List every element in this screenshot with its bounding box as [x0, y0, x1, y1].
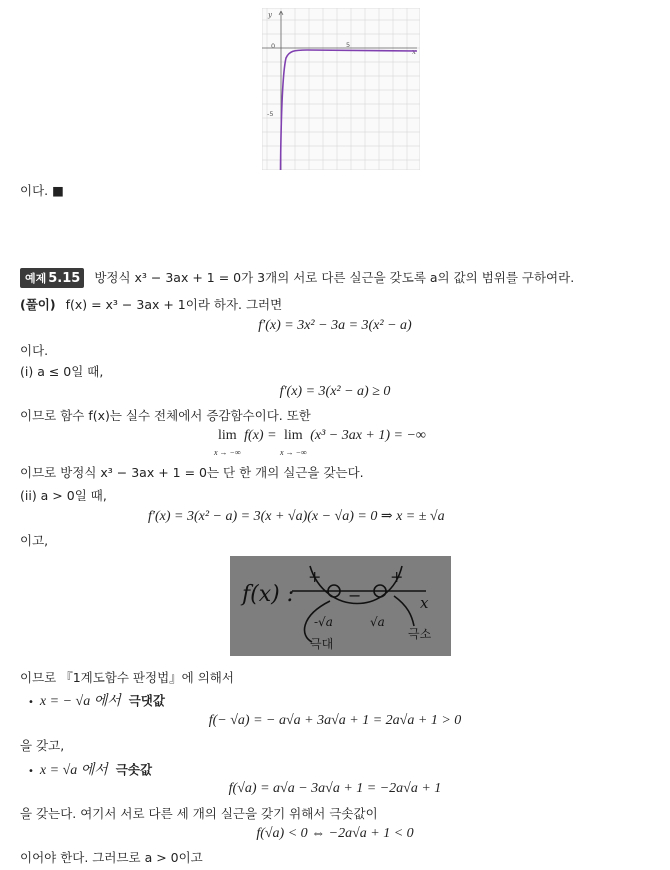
bullet-min-pre: x = √a 에서 — [39, 763, 108, 778]
photo-min-label: 극소 — [408, 627, 432, 641]
equation-case2: f′(x) = 3(x² − a) = 3(x + √a)(x − √a) = 0 ⇒ x = ± √a — [148, 509, 445, 524]
example-badge: 예제 5.15 — [20, 268, 84, 288]
limit-rhs: (x³ − 3ax + 1) = −∞ — [310, 428, 426, 443]
x-axis-label: x — [412, 48, 416, 56]
tick-zero: 0 — [271, 42, 276, 50]
text-igo: 이고, — [20, 533, 49, 548]
bullet-max-bold: 극댓값 — [128, 693, 165, 708]
text-ida: 이다. — [20, 343, 49, 358]
photo-fx: f(x) : — [242, 582, 295, 607]
limit-mid: f(x) = — [244, 428, 277, 443]
limit-lhs-symbol: lim — [217, 428, 237, 443]
text-eul-gatgo: 을 갖고, — [20, 738, 65, 753]
bullet-max-pre: x = − √a 에서 — [39, 694, 121, 709]
limit-rhs-sub: x → −∞ — [280, 448, 307, 457]
solution-label: (풀이) — [20, 297, 56, 312]
solution-intro: f(x) = x³ − 3ax + 1이라 하자. 그러면 — [65, 297, 283, 312]
bullet-min-bold: 극솟값 — [115, 762, 153, 777]
equation-derivative: f′(x) = 3x² − 3a = 3(x² − a) — [258, 318, 412, 333]
limit-rhs-symbol: lim — [284, 428, 303, 443]
limit-equation — [214, 428, 426, 460]
example-problem: 방정식 x³ − 3ax + 1 = 0가 3개의 서로 다른 실근을 갖도록 a의 값의 범위를 구하여라. — [94, 270, 575, 285]
equation-max-value: f(− √a) = − a√a + 3a√a + 1 = 2a√a + 1 > 0 — [208, 713, 462, 728]
limit-lhs-sub: x → −∞ — [214, 448, 241, 457]
function-graph — [262, 8, 420, 170]
photo-plus-left: + — [308, 567, 322, 586]
y-axis-label: y — [268, 11, 272, 19]
equation-min-value: f(√a) = a√a − 3a√a + 1 = −2a√a + 1 — [228, 781, 442, 796]
handwritten-sign-chart — [230, 556, 451, 656]
example-heading — [20, 268, 574, 288]
bullet-max: • x = − √a 에서 극댓값 — [28, 693, 165, 709]
text-last-line: 이어야 한다. 그러므로 a > 0이고 — [20, 850, 203, 865]
photo-max-label: 극대 — [310, 637, 334, 651]
ida-end-text: 이다. ■ — [20, 183, 64, 198]
text-need-three-roots: 을 갖는다. 여기서 서로 다른 세 개의 실근을 갖기 위해서 극솟값이 — [20, 806, 378, 821]
photo-x-label: x — [420, 594, 429, 612]
bullet-min: • x = √a 에서 극솟값 — [28, 762, 153, 778]
tick-neg-five: -5 — [267, 110, 274, 118]
equation-case1: f′(x) = 3(x² − a) ≥ 0 — [279, 384, 391, 399]
photo-pos-root: √a — [370, 615, 385, 629]
case1-heading: (i) a ≤ 0일 때, — [20, 364, 104, 379]
tick-five: 5 — [346, 41, 351, 49]
equation-condition: f(√a) < 0 ⇔ −2a√a + 1 < 0 — [256, 826, 414, 841]
photo-minus-mid: − — [348, 586, 362, 605]
text-increasing: 이므로 함수 f(x)는 실수 전체에서 증감함수이다. 또한 — [20, 408, 311, 423]
photo-plus-right: + — [390, 567, 404, 586]
case2-heading: (ii) a > 0일 때, — [20, 488, 107, 503]
photo-neg-root: -√a — [314, 615, 333, 629]
solution-intro-line — [20, 295, 282, 313]
text-one-root: 이므로 방정식 x³ − 3ax + 1 = 0는 단 한 개의 실근을 갖는다. — [20, 465, 364, 480]
text-after-photo: 이므로 『1계도함수 판정법』에 의해서 — [20, 670, 234, 685]
